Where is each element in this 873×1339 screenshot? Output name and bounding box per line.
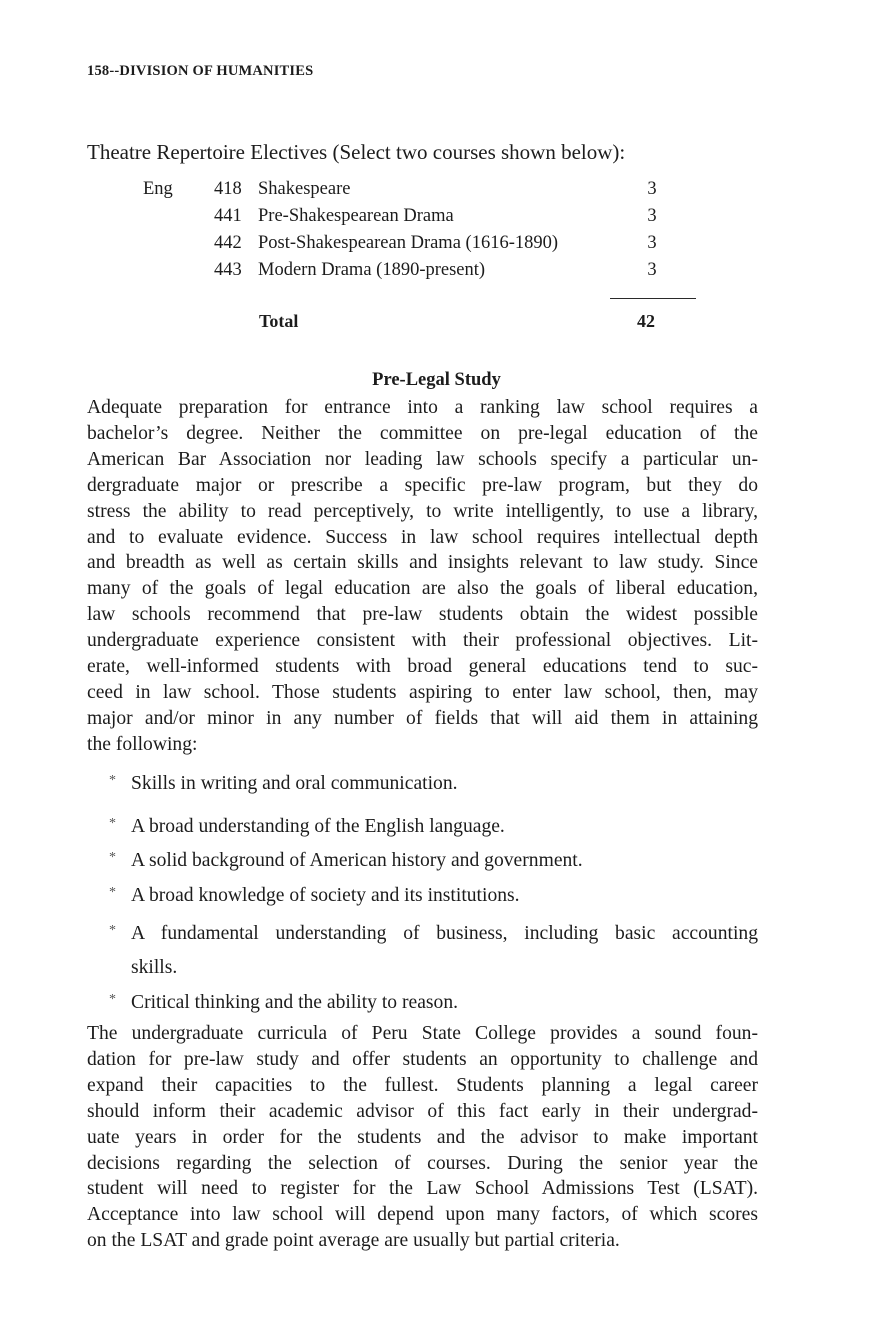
bullet-marker: *	[109, 850, 116, 865]
course-title: Post-Shakespearean Drama (1616-1890)	[258, 233, 559, 253]
section-heading: Pre-Legal Study	[372, 370, 501, 390]
text-line: stress the ability to read perceptively, to write intelligently, to use a library,	[87, 500, 758, 522]
text-line: Acceptance into law school will depend upon many factors, of which scores	[87, 1204, 758, 1226]
course-row	[0, 233, 873, 260]
course-row	[0, 206, 873, 233]
text-line: erate, well-informed students with broad general educations tend to suc-	[87, 656, 758, 678]
total-divider	[610, 298, 696, 299]
list-item-text: Critical thinking and the ability to reason.	[131, 992, 459, 1013]
list-item-text: A fundamental understanding of business, including basic accounting	[131, 923, 758, 944]
list-item-text: A broad knowledge of society and its institutions.	[131, 885, 520, 906]
text-line: expand their capacities to the fullest. Students planning a legal career	[87, 1074, 758, 1096]
text-line: bachelor’s degree. Neither the committee on pre-legal education of the	[87, 422, 758, 444]
bullet-marker: *	[109, 773, 116, 788]
course-title: Pre-Shakespearean Drama	[258, 206, 454, 226]
course-credits: 3	[647, 260, 657, 280]
bullet-marker: *	[109, 885, 116, 900]
total-value: 42	[637, 311, 655, 331]
course-title: Modern Drama (1890-present)	[258, 260, 486, 280]
text-line: major and/or minor in any number of fields that will aid them in attaining	[87, 707, 758, 729]
text-line: and breadth as well as certain skills and insights relevant to law study. Since	[87, 552, 758, 574]
course-credits: 3	[647, 179, 657, 199]
course-row	[0, 260, 873, 287]
text-line: dergraduate major or prescribe a specific pre-law program, but they do	[87, 474, 758, 496]
text-line: and to evaluate evidence. Success in law school requires intellectual depth	[87, 526, 758, 548]
course-number: 442	[214, 233, 242, 253]
text-line: the following:	[87, 733, 198, 755]
text-line: should inform their academic advisor of this fact early in their undergrad-	[87, 1100, 758, 1122]
list-item-text: A broad understanding of the English language.	[131, 816, 505, 837]
text-line: dation for pre-law study and offer students an opportunity to challenge and	[87, 1048, 758, 1070]
course-title: Shakespeare	[258, 179, 351, 199]
bullet-marker: *	[109, 816, 116, 831]
prelegal-paragraph-1	[87, 395, 758, 758]
course-number: 443	[214, 260, 242, 280]
course-department: Eng	[143, 179, 173, 199]
text-line: undergraduate experience consistent with their professional objectives. Lit-	[87, 630, 758, 652]
list-item-text: A solid background of American history and government.	[131, 850, 583, 871]
course-number: 418	[214, 179, 242, 199]
text-line: decisions regarding the selection of courses. During the senior year the	[87, 1152, 758, 1174]
text-line: law schools recommend that pre-law students obtain the widest possible	[87, 604, 758, 626]
text-line: on the LSAT and grade point average are usually but partial criteria.	[87, 1230, 620, 1252]
total-label: Total	[259, 311, 299, 331]
course-number: 441	[214, 206, 242, 226]
text-line: The undergraduate curricula of Peru State College provides a sound foun-	[87, 1023, 758, 1044]
text-line: many of the goals of legal education are also the goals of liberal education,	[87, 578, 758, 600]
course-row	[0, 179, 873, 206]
text-line: student will need to register for the Law School Admissions Test (LSAT).	[87, 1178, 758, 1200]
text-line: Adequate preparation for entrance into a ranking law school requires a	[87, 397, 758, 418]
bullet-marker: *	[109, 992, 116, 1007]
course-credits: 3	[647, 206, 657, 226]
list-item-text: skills.	[131, 957, 178, 978]
bullet-marker: *	[109, 923, 116, 938]
text-line: ceed in law school. Those students aspiring to enter law school, then, may	[87, 681, 758, 703]
text-line: American Bar Association nor leading law schools specify a particular un-	[87, 448, 758, 470]
running-head: 158--DIVISION OF HUMANITIES	[87, 63, 314, 79]
electives-intro: Theatre Repertoire Electives (Select two courses shown below):	[87, 140, 626, 164]
text-line: uate years in order for the students and the advisor to make important	[87, 1126, 758, 1148]
course-credits: 3	[647, 233, 657, 253]
prelegal-paragraph-2	[87, 1021, 758, 1254]
list-item-text: Skills in writing and oral communication.	[131, 773, 458, 794]
